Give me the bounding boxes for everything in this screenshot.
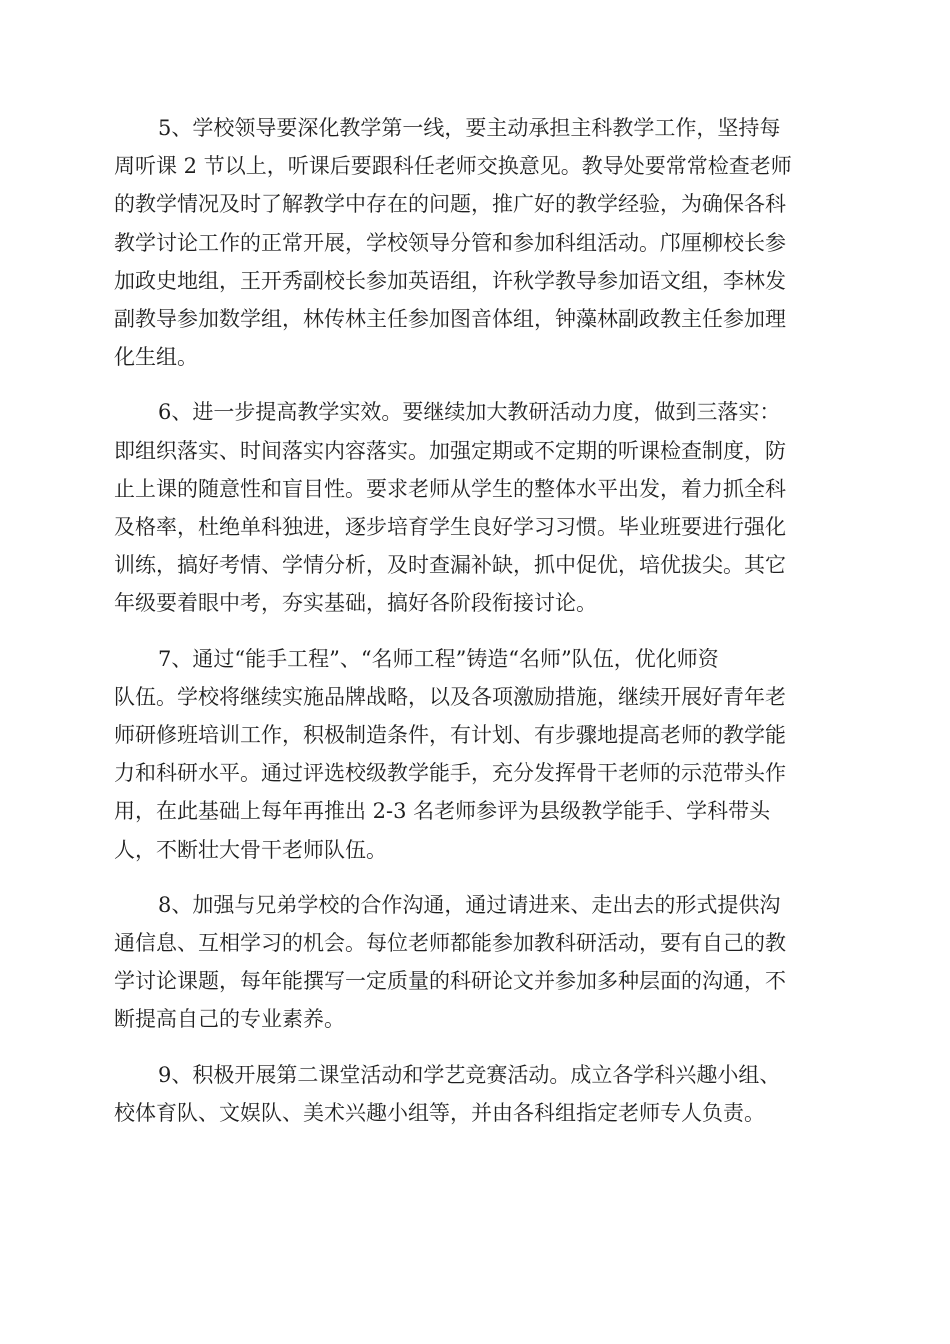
paragraph-line: 9、积极开展第二课堂活动和学艺竞赛活动。成立各学科兴趣小组、 bbox=[158, 1062, 781, 1087]
paragraph-line: 通信息、互相学习的机会。每位老师都能参加教科研活动，要有自己的教 bbox=[114, 931, 786, 956]
paragraph-line: 及格率，杜绝单科独进，逐步培育学生良好学习习惯。毕业班要进行强化 bbox=[114, 515, 786, 540]
paragraph-line: 8、加强与兄弟学校的合作沟通，通过请进来、走出去的形式提供沟 bbox=[158, 892, 781, 917]
paragraph-line: 断提高自己的专业素养。 bbox=[114, 1007, 345, 1032]
paragraph-line: 化生组。 bbox=[114, 345, 198, 370]
paragraph-line: 加政史地组，王开秀副校长参加英语组，许秋学教导参加语文组，李林发 bbox=[114, 268, 786, 293]
paragraph-line: 人，不断壮大骨干老师队伍。 bbox=[114, 837, 387, 862]
paragraph-line: 即组织落实、时间落实内容落实。加强定期或不定期的听课检查制度，防 bbox=[114, 438, 786, 463]
paragraph-8 bbox=[114, 886, 838, 1039]
paragraph-5 bbox=[114, 109, 838, 376]
paragraph-line: 力和科研水平。通过评选校级教学能手，充分发挥骨干老师的示范带头作 bbox=[114, 761, 786, 786]
paragraph-line: 师研修班培训工作，积极制造条件，有计划、有步骤地提高老师的教学能 bbox=[114, 723, 786, 748]
paragraph-line: 止上课的随意性和盲目性。要求老师从学生的整体水平出发，着力抓全科 bbox=[114, 476, 786, 501]
paragraph-line: 用，在此基础上每年再推出 2-3 名老师参评为县级教学能手、学科带头 bbox=[114, 799, 771, 824]
paragraph-line: 6、进一步提高教学实效。要继续加大教研活动力度，做到三落实： bbox=[158, 400, 781, 425]
paragraph-line: 周听课 2 节以上，听课后要跟科任老师交换意见。教导处要常常检查老师 bbox=[114, 154, 792, 179]
document-body bbox=[114, 109, 838, 1149]
paragraph-line: 校体育队、文娱队、美术兴趣小组等，并由各科组指定老师专人负责。 bbox=[114, 1100, 765, 1125]
paragraph-line: 训练，搞好考情、学情分析，及时查漏补缺，抓中促优，培优拔尖。其它 bbox=[114, 553, 786, 578]
paragraph-line: 教学讨论工作的正常开展，学校领导分管和参加科组活动。邝厘柳校长参 bbox=[114, 230, 786, 255]
paragraph-7 bbox=[114, 640, 838, 869]
paragraph-line: 队伍。学校将继续实施品牌战略，以及各项激励措施，继续开展好青年老 bbox=[114, 684, 786, 709]
paragraph-line: 的教学情况及时了解教学中存在的问题，推广好的教学经验，为确保各科 bbox=[114, 192, 786, 217]
paragraph-line: 副教导参加数学组，林传林主任参加图音体组，钟藻林副政教主任参加理 bbox=[114, 307, 786, 332]
paragraph-line: 年级要着眼中考，夯实基础，搞好各阶段衔接讨论。 bbox=[114, 591, 597, 616]
paragraph-line: 7、通过“能手工程”、“名师工程”铸造“名师”队伍，优化师资 bbox=[158, 646, 719, 671]
paragraph-line: 5、学校领导要深化教学第一线，要主动承担主科教学工作，坚持每 bbox=[158, 116, 781, 140]
paragraph-6 bbox=[114, 393, 838, 622]
paragraph-line: 学讨论课题，每年能撰写一定质量的科研论文并参加多种层面的沟通，不 bbox=[114, 969, 786, 994]
paragraph-9 bbox=[114, 1056, 838, 1132]
